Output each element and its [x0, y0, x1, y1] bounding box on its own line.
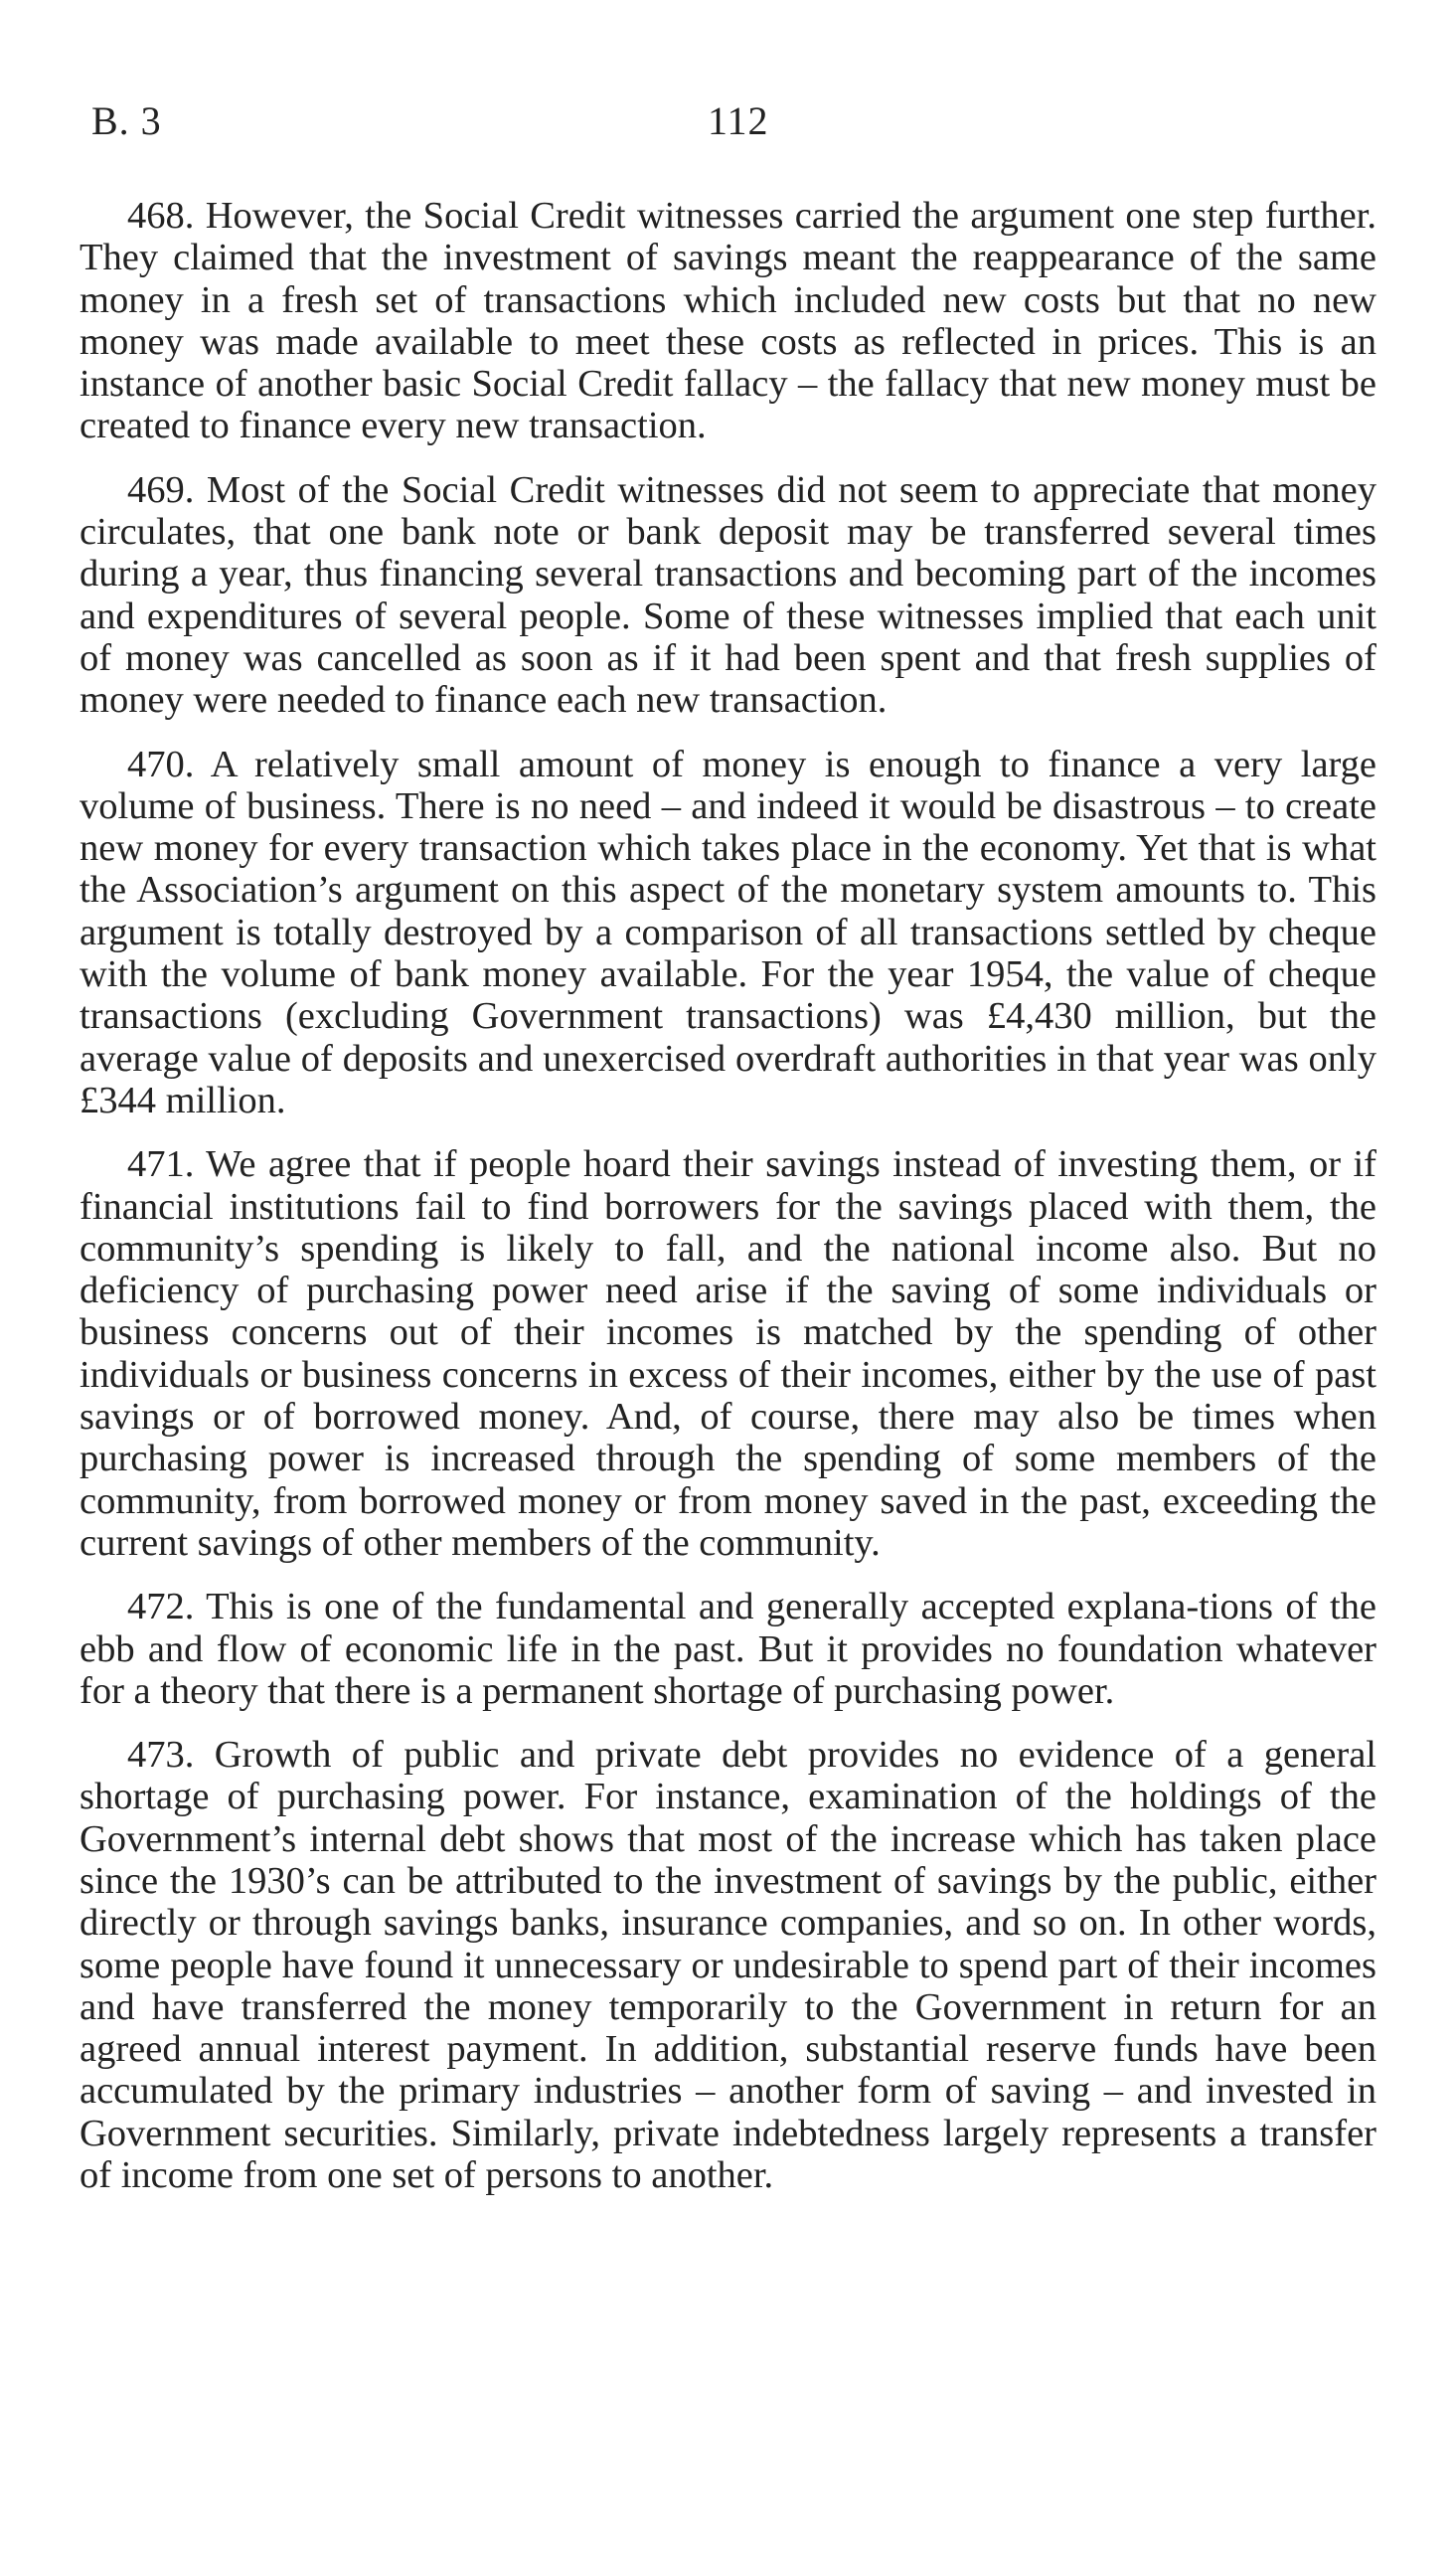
paragraph-469: 469. Most of the Social Credit witnesses did not seem to appreciate that money circulates, that one bank note or bank deposit may be transferred several times during a year, thus financing several transactions and becoming part of the incomes and expenditures of several people. Some of these witnesses implied that each unit of money was cancelled as soon as if it had been spent and that fresh supplies of money were needed to finance each new transaction. [80, 468, 1376, 722]
paragraph-468: 468. However, the Social Credit witnesses carried the argument one step further. They claimed that the investment of savings meant the reappearance of the same money in a fresh set of transactions which included new costs but that no new money was made available to meet these costs as reflected in prices. This is an instance of another basic Social Credit fallacy – the fallacy that new money must be created to finance every new transaction. [80, 195, 1376, 447]
body-text [80, 195, 1376, 2196]
paragraph-471: 471. We agree that if people hoard their savings instead of investing them, or if financial institutions fail to find borrowers for the savings placed with them, the community’s spending is likely to fall, and the national income also. But no deficiency of purchasing power need arise if the saving of some individuals or business concerns out of their incomes is matched by the spending of other individuals or business concerns in excess of their incomes, either by the use of past savings or of borrowed money. And, of course, there may also be times when purchasing power is increased through the spending of some members of the community, from borrowed money or from money saved in the past, exceeding the current savings of other members of the community. [80, 1143, 1376, 1564]
paragraph-470: 470. A relatively small amount of money is enough to finance a very large volume of business. There is no need – and indeed it would be disastrous – to create new money for every transaction which takes place in the economy. Yet that is what the Association’s argument on this aspect of the monetary system amounts to. This argument is totally destroyed by a comparison of all transactions settled by cheque with the volume of bank money available. For the year 1954, the value of cheque transactions (excluding Government transactions) was £4,430 million, but the average value of deposits and unexercised overdraft authorities in that year was only £344 million. [80, 743, 1376, 1121]
paragraph-472: 472. This is one of the fundamental and generally accepted explana-tions of the ebb and flow of economic life in the past. But it provides no foundation whatever for a theory that there is a permanent shortage of purchasing power. [80, 1586, 1376, 1712]
page-number: 112 [708, 98, 769, 143]
document-reference: B. 3 [91, 98, 162, 143]
paragraph-473: 473. Growth of public and private debt provides no evidence of a general shortage of purchasing power. For instance, examination of the holdings of the Government’s internal debt shows that most of the increase which has taken place since the 1930’s can be attributed to the investment of savings by the public, either directly or through savings banks, insurance companies, and so on. In other words, some people have found it unnecessary or undesirable to spend part of their incomes and have transferred the money temporarily to the Government in return for an agreed annual interest payment. In addition, substantial reserve funds have been accumulated by the primary industries – another form of saving – and invested in Government securities. Similarly, private indebtedness largely represents a transfer of income from one set of persons to another. [80, 1734, 1376, 2197]
